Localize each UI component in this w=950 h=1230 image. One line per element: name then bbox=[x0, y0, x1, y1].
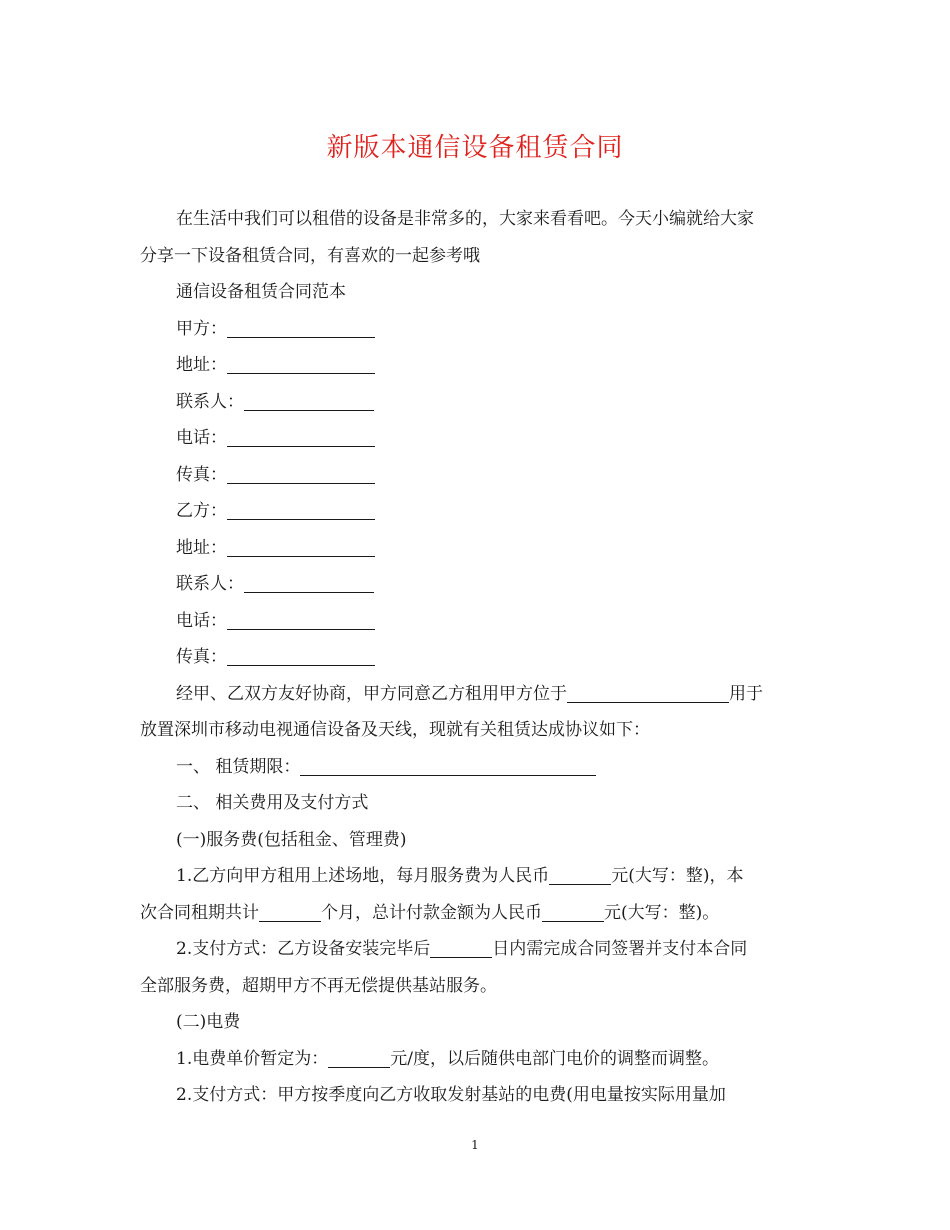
section-fees: 二、 相关费用及支付方式 bbox=[176, 793, 369, 813]
party-a-contact-blank bbox=[244, 388, 374, 411]
lease-term-label: 一、 租赁期限： bbox=[176, 756, 301, 777]
fee-text-b: 元(大写：整)，本 bbox=[611, 866, 744, 886]
sample-heading: 通信设备租赁合同范本 bbox=[176, 282, 346, 302]
payment-line-1 bbox=[140, 931, 815, 968]
party-a-row bbox=[140, 311, 815, 348]
fee-text-c: 次合同租期共计 bbox=[140, 902, 259, 923]
section-lease-term bbox=[140, 749, 815, 786]
party-a-address-label: 地址： bbox=[176, 355, 227, 375]
party-b-fax-label: 传真： bbox=[176, 647, 227, 667]
party-b-row bbox=[140, 493, 815, 530]
subsection-electricity: (二)电费 bbox=[176, 1012, 241, 1032]
total-fee-blank bbox=[542, 899, 604, 922]
party-b-label: 乙方： bbox=[176, 501, 227, 521]
party-a-contact-label: 联系人： bbox=[176, 391, 244, 412]
party-b-phone-label: 电话： bbox=[176, 610, 227, 631]
party-a-label: 甲方： bbox=[176, 318, 227, 339]
document-body bbox=[140, 201, 815, 1114]
party-a-fax-row bbox=[140, 457, 815, 494]
agreement-text-b: 用于 bbox=[729, 683, 763, 704]
agreement-text-a: 经甲、乙双方友好协商，甲方同意乙方租用甲方位于 bbox=[176, 683, 567, 704]
fee-text-e: 元(大写：整)。 bbox=[604, 902, 720, 923]
party-a-contact-row bbox=[140, 384, 815, 421]
months-blank bbox=[259, 899, 321, 922]
intro-line-1: 在生活中我们可以租借的设备是非常多的，大家来看看吧。今天小编就给大家 bbox=[176, 209, 754, 229]
party-a-fax-label: 传真： bbox=[176, 464, 227, 485]
party-a-phone-label: 电话： bbox=[176, 428, 227, 448]
party-a-address-blank bbox=[227, 351, 375, 374]
fee-text-d: 个月，总计付款金额为人民币 bbox=[321, 902, 542, 923]
party-a-phone-blank bbox=[227, 424, 375, 447]
party-b-phone-row bbox=[140, 603, 815, 640]
party-b-contact-label: 联系人： bbox=[176, 574, 244, 594]
payment-days-blank bbox=[430, 935, 492, 958]
agreement-line-1 bbox=[140, 676, 815, 713]
payment-text-a: 2.支付方式：乙方设备安装完毕后 bbox=[176, 939, 431, 959]
party-a-blank bbox=[227, 315, 375, 338]
document-title: 新版本通信设备租赁合同 bbox=[326, 133, 624, 163]
party-b-contact-blank bbox=[244, 570, 374, 593]
electricity-price-blank bbox=[328, 1045, 390, 1068]
fee-line-2 bbox=[140, 895, 815, 932]
fee-text-a: 1.乙方向甲方租用上述场地，每月服务费为人民币 bbox=[176, 866, 550, 886]
party-b-address-label: 地址： bbox=[176, 537, 227, 558]
party-b-address-blank bbox=[227, 534, 375, 557]
lease-term-blank bbox=[300, 753, 596, 776]
payment-line-2: 全部服务费，超期甲方不再无偿提供基站服务。 bbox=[140, 975, 497, 996]
party-a-phone-row bbox=[140, 420, 815, 457]
monthly-fee-blank bbox=[549, 862, 611, 885]
party-b-blank bbox=[227, 497, 375, 520]
agreement-line-2: 放置深圳市移动电视通信设备及天线，现就有关租赁达成协议如下： bbox=[140, 720, 650, 740]
intro-line-2: 分享一下设备租赁合同，有喜欢的一起参考哦 bbox=[140, 245, 480, 266]
electricity-text-a: 1.电费单价暂定为： bbox=[176, 1048, 329, 1069]
payment-text-b: 日内需完成合同签署并支付本合同 bbox=[492, 939, 748, 959]
electricity-line-2: 2.支付方式：甲方按季度向乙方收取发射基站的电费(用电量按实际用量加 bbox=[176, 1085, 726, 1105]
location-blank bbox=[567, 680, 729, 703]
electricity-line-1 bbox=[140, 1041, 815, 1078]
party-b-phone-blank bbox=[227, 607, 375, 630]
party-a-address-row bbox=[140, 347, 815, 384]
party-b-address-row bbox=[140, 530, 815, 567]
party-b-contact-row bbox=[140, 566, 815, 603]
electricity-text-b: 元/度，以后随供电部门电价的调整而调整。 bbox=[390, 1048, 719, 1069]
party-a-fax-blank bbox=[227, 461, 375, 484]
subsection-service-fee: (一)服务费(包括租金、管理费) bbox=[176, 829, 407, 850]
party-b-fax-row bbox=[140, 639, 815, 676]
fee-line-1 bbox=[140, 858, 815, 895]
page-number: 1 bbox=[471, 1138, 479, 1152]
party-b-fax-blank bbox=[227, 643, 375, 666]
